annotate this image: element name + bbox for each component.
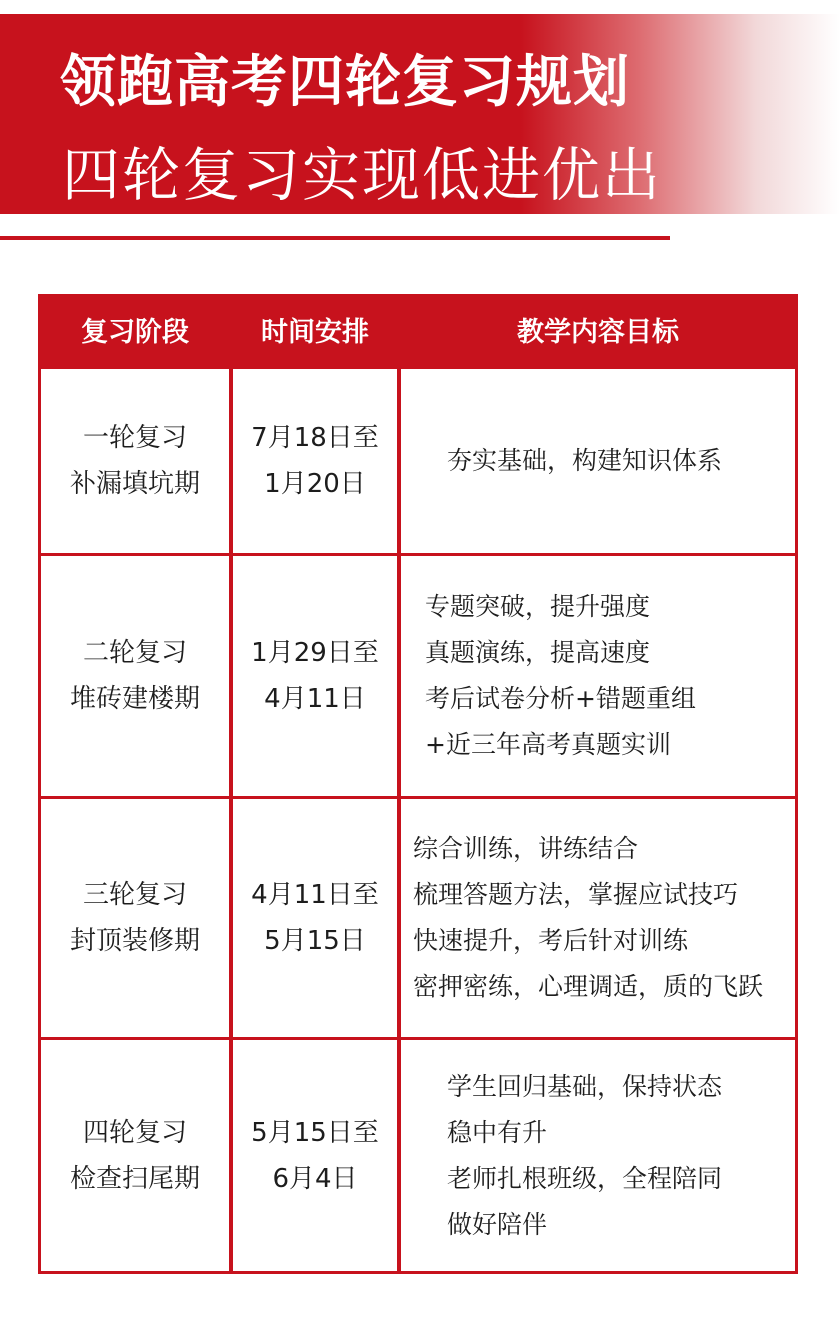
stage-name: 四轮复习 [82,1117,187,1148]
time-end: 1月20日 [264,469,366,499]
stage-name: 三轮复习 [82,880,187,910]
content-line: 老师扎根班级，全程陪同 [447,1163,723,1193]
content-line: 稳中有升 [447,1117,548,1147]
content-line: +近三年高考真题实训 [425,730,671,759]
time-start: 7月18日至 [251,423,379,453]
time-cell [233,799,397,1037]
stage-cell [41,556,229,796]
banner-divider [0,236,670,240]
banner [0,14,840,214]
time-cell [233,556,397,796]
banner-subtitle: 四轮复习实现低进优出 [62,141,663,209]
table-row [41,369,795,553]
stage-cell [41,1040,229,1271]
content-cell [401,799,795,1037]
time-start: 4月11日至 [251,880,379,910]
table-row [41,1040,795,1271]
content-line: 密押密练，心理调适，质的飞跃 [413,972,764,1001]
stage-cell [41,799,229,1037]
time-end: 5月15日 [264,926,366,956]
content-line: 真题演练，提高速度 [425,638,651,667]
time-end: 4月11日 [264,684,366,714]
content-line: 做好陪伴 [447,1209,548,1239]
stage-phase: 堆砖建楼期 [69,684,200,714]
time-cell [233,1040,397,1271]
table-header [41,297,795,369]
header-stage: 复习阶段 [81,317,189,348]
content-cell [401,369,795,553]
review-plan-table [38,294,798,1274]
stage-cell [41,369,229,553]
content-line: 学生回归基础，保持状态 [447,1071,723,1101]
time-cell [233,369,397,553]
content-line: 考后试卷分析+错题重组 [425,684,696,713]
stage-phase: 封顶装修期 [69,926,200,956]
table-row [41,556,795,796]
content-line: 梳理答题方法，掌握应试技巧 [413,880,739,909]
content-line: 专题突破，提升强度 [425,592,651,621]
header-content: 教学内容目标 [517,317,679,348]
content-line: 夯实基础，构建知识体系 [447,446,723,475]
time-end: 6月4日 [272,1163,358,1194]
stage-name: 一轮复习 [82,423,187,453]
header-time: 时间安排 [261,317,369,348]
table-row [41,799,795,1037]
content-cell [401,556,795,796]
stage-phase: 补漏填坑期 [69,469,200,499]
banner-title: 领跑高考四轮复习规划 [60,50,630,115]
content-cell [401,1040,795,1271]
stage-phase: 检查扫尾期 [69,1163,200,1194]
time-start: 5月15日至 [251,1117,379,1148]
stage-name: 二轮复习 [82,638,187,668]
time-start: 1月29日至 [251,638,379,668]
content-line: 快速提升，考后针对训练 [413,926,689,955]
content-line: 综合训练，讲练结合 [413,834,639,863]
